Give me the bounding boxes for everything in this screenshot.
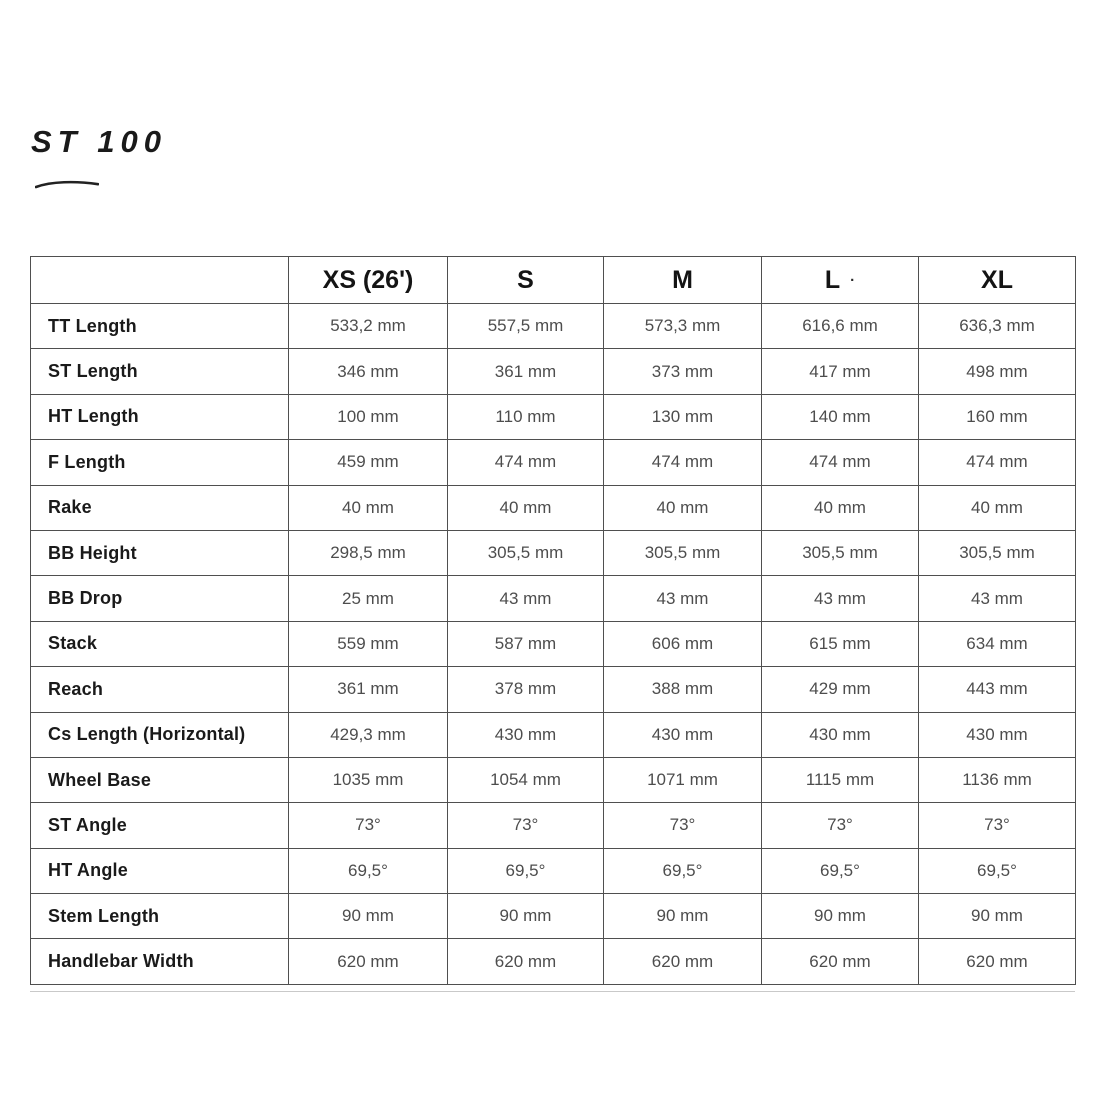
cell-value: 474 mm	[762, 440, 919, 485]
row-label: Wheel Base	[31, 757, 289, 802]
table-row	[31, 349, 1076, 394]
row-label: BB Drop	[31, 576, 289, 621]
page-title: ST 100	[31, 124, 167, 159]
cell-value: 69,5°	[289, 848, 448, 893]
cell-value: 140 mm	[762, 394, 919, 439]
table-row	[31, 894, 1076, 939]
cell-value: 373 mm	[604, 349, 762, 394]
cell-value: 620 mm	[448, 939, 604, 984]
cell-value: 43 mm	[448, 576, 604, 621]
cell-value: 474 mm	[919, 440, 1076, 485]
spec-table-body	[31, 304, 1076, 985]
cell-value: 430 mm	[919, 712, 1076, 757]
row-label: ST Angle	[31, 803, 289, 848]
cell-value: 474 mm	[604, 440, 762, 485]
cell-value: 90 mm	[762, 894, 919, 939]
header-row	[31, 257, 1076, 304]
cell-value: 110 mm	[448, 394, 604, 439]
cell-value: 620 mm	[919, 939, 1076, 984]
size-header-label: S	[517, 265, 534, 294]
row-label: Reach	[31, 667, 289, 712]
row-label: Handlebar Width	[31, 939, 289, 984]
spec-table	[30, 256, 1076, 985]
table-row	[31, 621, 1076, 666]
table-row	[31, 939, 1076, 984]
cell-value: 459 mm	[289, 440, 448, 485]
cell-value: 573,3 mm	[604, 304, 762, 349]
cell-value: 73°	[604, 803, 762, 848]
cell-value: 1071 mm	[604, 757, 762, 802]
cell-value: 40 mm	[289, 485, 448, 530]
cell-value: 498 mm	[919, 349, 1076, 394]
size-header	[604, 257, 762, 304]
cell-value: 620 mm	[604, 939, 762, 984]
cell-value: 587 mm	[448, 621, 604, 666]
table-row	[31, 848, 1076, 893]
cell-value: 43 mm	[919, 576, 1076, 621]
table-row	[31, 576, 1076, 621]
cell-value: 69,5°	[762, 848, 919, 893]
cell-value: 620 mm	[289, 939, 448, 984]
row-label: Stack	[31, 621, 289, 666]
row-label: Cs Length (Horizontal)	[31, 712, 289, 757]
title-underline-swoosh	[35, 178, 99, 190]
cell-value: 430 mm	[762, 712, 919, 757]
cell-value: 636,3 mm	[919, 304, 1076, 349]
size-header	[919, 257, 1076, 304]
cell-value: 43 mm	[604, 576, 762, 621]
cell-value: 1136 mm	[919, 757, 1076, 802]
size-header	[762, 257, 919, 304]
cell-value: 73°	[919, 803, 1076, 848]
cell-value: 620 mm	[762, 939, 919, 984]
cell-value: 388 mm	[604, 667, 762, 712]
cell-value: 361 mm	[289, 667, 448, 712]
table-bottom-shadow-line	[30, 991, 1075, 992]
cell-value: 100 mm	[289, 394, 448, 439]
size-header	[448, 257, 604, 304]
table-row	[31, 304, 1076, 349]
table-row	[31, 440, 1076, 485]
cell-value: 430 mm	[448, 712, 604, 757]
cell-value: 634 mm	[919, 621, 1076, 666]
size-header-label: M	[672, 265, 693, 294]
row-label: F Length	[31, 440, 289, 485]
cell-value: 305,5 mm	[448, 530, 604, 575]
cell-value: 305,5 mm	[604, 530, 762, 575]
cell-value: 429 mm	[762, 667, 919, 712]
table-row	[31, 757, 1076, 802]
row-label: HT Length	[31, 394, 289, 439]
cell-value: 73°	[448, 803, 604, 848]
cell-value: 616,6 mm	[762, 304, 919, 349]
cell-value: 40 mm	[604, 485, 762, 530]
cell-value: 559 mm	[289, 621, 448, 666]
cell-value: 90 mm	[289, 894, 448, 939]
table-row	[31, 803, 1076, 848]
cell-value: 533,2 mm	[289, 304, 448, 349]
header-dot: ·	[850, 271, 856, 289]
cell-value: 1054 mm	[448, 757, 604, 802]
row-label: Stem Length	[31, 894, 289, 939]
cell-value: 130 mm	[604, 394, 762, 439]
cell-value: 25 mm	[289, 576, 448, 621]
table-row	[31, 485, 1076, 530]
cell-value: 40 mm	[448, 485, 604, 530]
row-label: BB Height	[31, 530, 289, 575]
size-header	[289, 257, 448, 304]
size-header-label: XS (26')	[322, 265, 414, 294]
cell-value: 474 mm	[448, 440, 604, 485]
table-row	[31, 530, 1076, 575]
size-header-label: L	[824, 265, 841, 294]
table-row	[31, 712, 1076, 757]
spec-table-header	[31, 257, 1076, 304]
cell-value: 305,5 mm	[762, 530, 919, 575]
cell-value: 90 mm	[448, 894, 604, 939]
cell-value: 361 mm	[448, 349, 604, 394]
cell-value: 298,5 mm	[289, 530, 448, 575]
cell-value: 69,5°	[448, 848, 604, 893]
table-row	[31, 667, 1076, 712]
cell-value: 40 mm	[762, 485, 919, 530]
cell-value: 606 mm	[604, 621, 762, 666]
cell-value: 43 mm	[762, 576, 919, 621]
row-label: ST Length	[31, 349, 289, 394]
cell-value: 615 mm	[762, 621, 919, 666]
table-row	[31, 394, 1076, 439]
cell-value: 73°	[289, 803, 448, 848]
cell-value: 90 mm	[919, 894, 1076, 939]
cell-value: 429,3 mm	[289, 712, 448, 757]
cell-value: 346 mm	[289, 349, 448, 394]
cell-value: 73°	[762, 803, 919, 848]
cell-value: 90 mm	[604, 894, 762, 939]
cell-value: 1035 mm	[289, 757, 448, 802]
header-corner-cell	[31, 257, 289, 304]
row-label: TT Length	[31, 304, 289, 349]
cell-value: 69,5°	[919, 848, 1076, 893]
cell-value: 443 mm	[919, 667, 1076, 712]
cell-value: 378 mm	[448, 667, 604, 712]
cell-value: 40 mm	[919, 485, 1076, 530]
cell-value: 69,5°	[604, 848, 762, 893]
cell-value: 430 mm	[604, 712, 762, 757]
cell-value: 160 mm	[919, 394, 1076, 439]
size-header-label: XL	[981, 265, 1013, 294]
cell-value: 1115 mm	[762, 757, 919, 802]
cell-value: 417 mm	[762, 349, 919, 394]
cell-value: 305,5 mm	[919, 530, 1076, 575]
row-label: HT Angle	[31, 848, 289, 893]
cell-value: 557,5 mm	[448, 304, 604, 349]
row-label: Rake	[31, 485, 289, 530]
